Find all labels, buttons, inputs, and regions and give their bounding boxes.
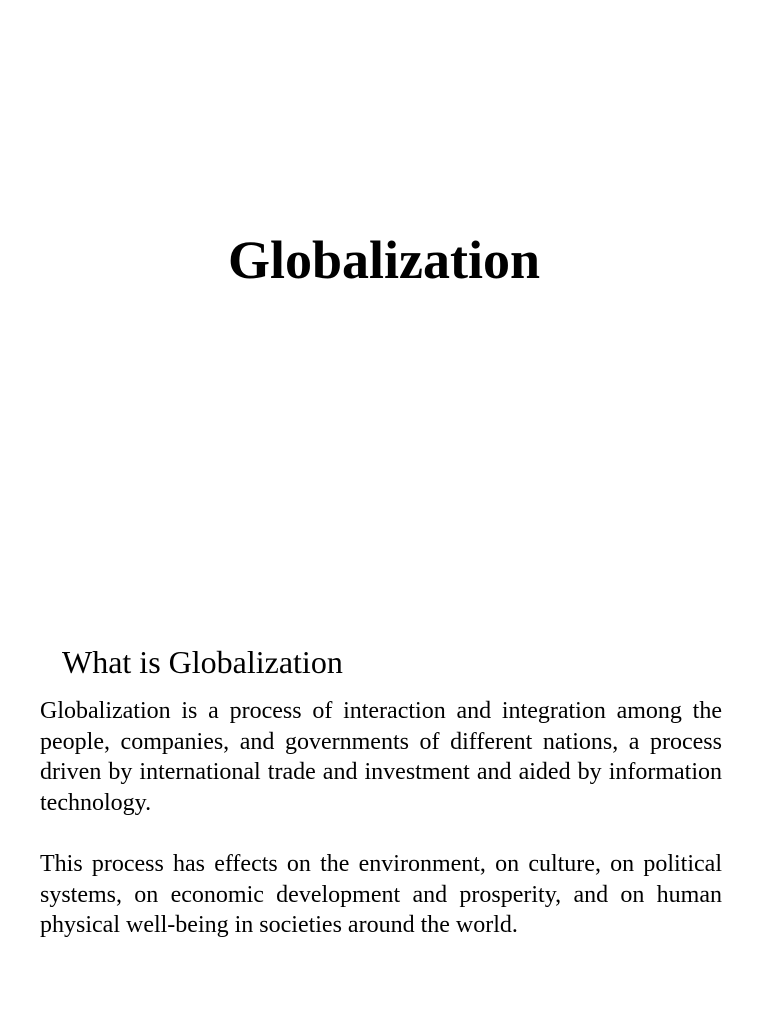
page-title: Globalization [227,230,541,290]
definition-paragraph: Globalization is a process of interaction and integration among the people, companies, and governments of different nations, a process driven by international trade and investment and aided by information technology. [40,698,722,816]
section-heading: What is Globalization [62,644,343,680]
content-slide [0,512,768,1024]
effects-paragraph: This process has effects on the environment, on culture, on political systems, on economic development and prosperity, and on human physical well-being in societies around the world. [40,851,722,938]
